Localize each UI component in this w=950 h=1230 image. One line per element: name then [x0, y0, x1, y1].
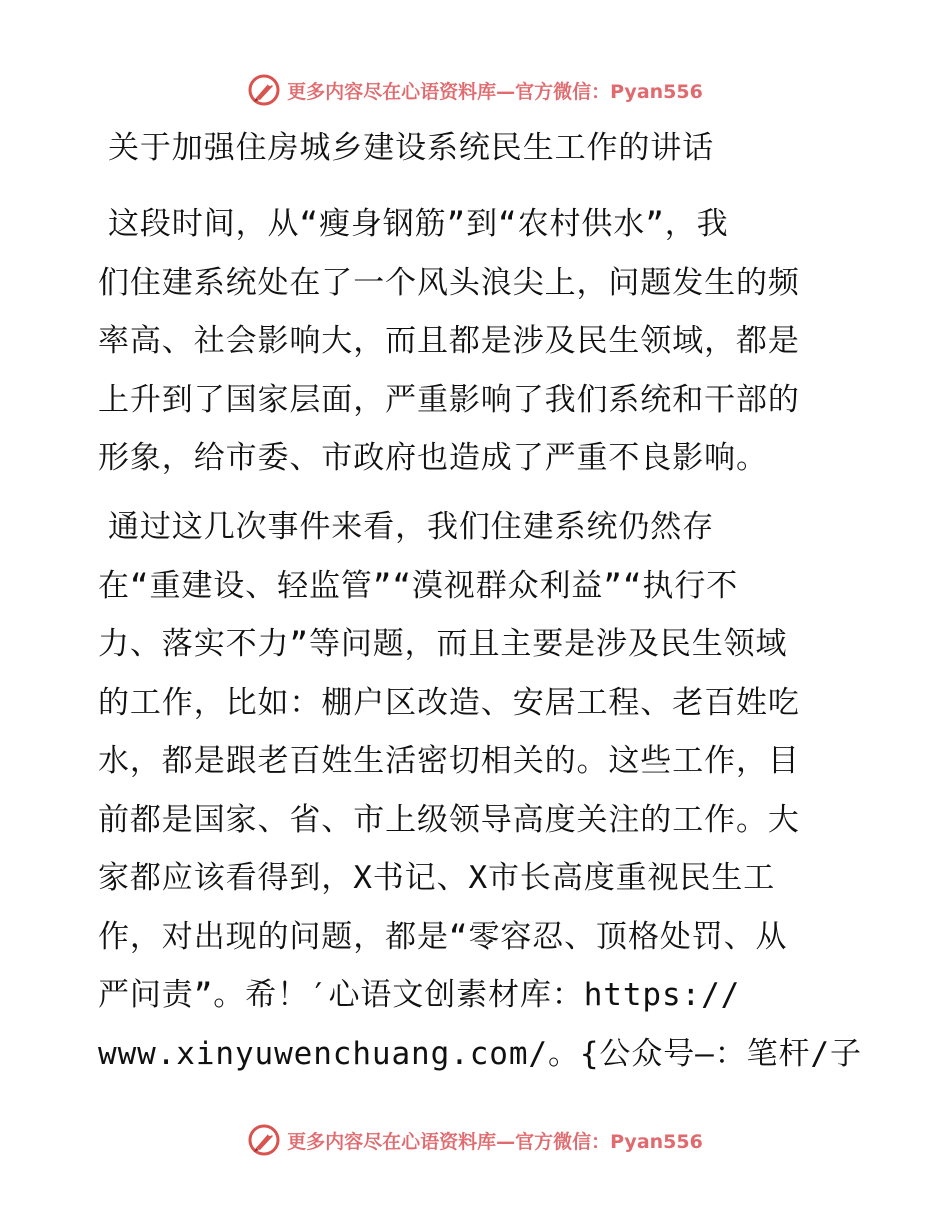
paragraph-line: 这段时间，从“瘦身钢筋”到“农村供水”，我 — [108, 206, 729, 242]
paragraph-line: 们住建系统处在了一个风头浪尖上，问题发生的频 — [98, 264, 800, 301]
paragraph-line: 上升到了国家层面，严重影响了我们系统和干部的 — [98, 381, 800, 418]
paragraph-line: 力、落实不力”等问题，而且主要是涉及民生领域 — [98, 626, 788, 662]
footer-banner — [0, 1120, 950, 1160]
paragraph-line: 前都是国家、省、市上级领导高度关注的工作。大 — [98, 801, 800, 838]
paragraph-1 — [98, 195, 858, 488]
paragraph-line: 形象，给市委、市政府也造成了严重不良影响。 — [98, 440, 768, 476]
paragraph-line: www.xinyuwenchuang.com/。{公众号—：笔杆/子 — [98, 1035, 862, 1072]
footer-banner-content — [247, 1123, 703, 1157]
paragraph-line: 严问责”。希！′心语文创素材库：https:// — [98, 977, 741, 1013]
paragraph-line: 作，对出现的问题，都是“零容忍、顶格处罚、从 — [98, 918, 788, 955]
paragraph-2 — [98, 498, 862, 1083]
header-banner-content — [247, 73, 703, 107]
paragraph-line: 率高、社会影响大，而且都是涉及民生领域，都是 — [98, 323, 800, 359]
header-banner — [0, 70, 950, 110]
paragraph-line: 家都应该看得到，X书记、X市长高度重视民生工 — [98, 860, 776, 896]
footer-banner-text: 更多内容尽在心语资料库—官方微信：Pyan556 — [287, 1130, 703, 1153]
paragraph-line: 水，都是跟老百姓生活密切相关的。这些工作，目 — [98, 743, 800, 779]
header-banner-text: 更多内容尽在心语资料库—官方微信：Pyan556 — [287, 80, 703, 103]
quill-pen-circle-icon — [247, 73, 281, 107]
document-title: 关于加强住房城乡建设系统民生工作的讲话 — [108, 130, 715, 166]
paragraph-line: 在“重建设、轻监管”“漠视群众利益”“执行不 — [98, 567, 739, 604]
quill-pen-circle-icon — [247, 1123, 281, 1157]
paragraph-line: 通过这几次事件来看，我们住建系统仍然存 — [108, 509, 715, 545]
paragraph-line: 的工作，比如：棚户区改造、安居工程、老百姓吃 — [98, 684, 800, 721]
